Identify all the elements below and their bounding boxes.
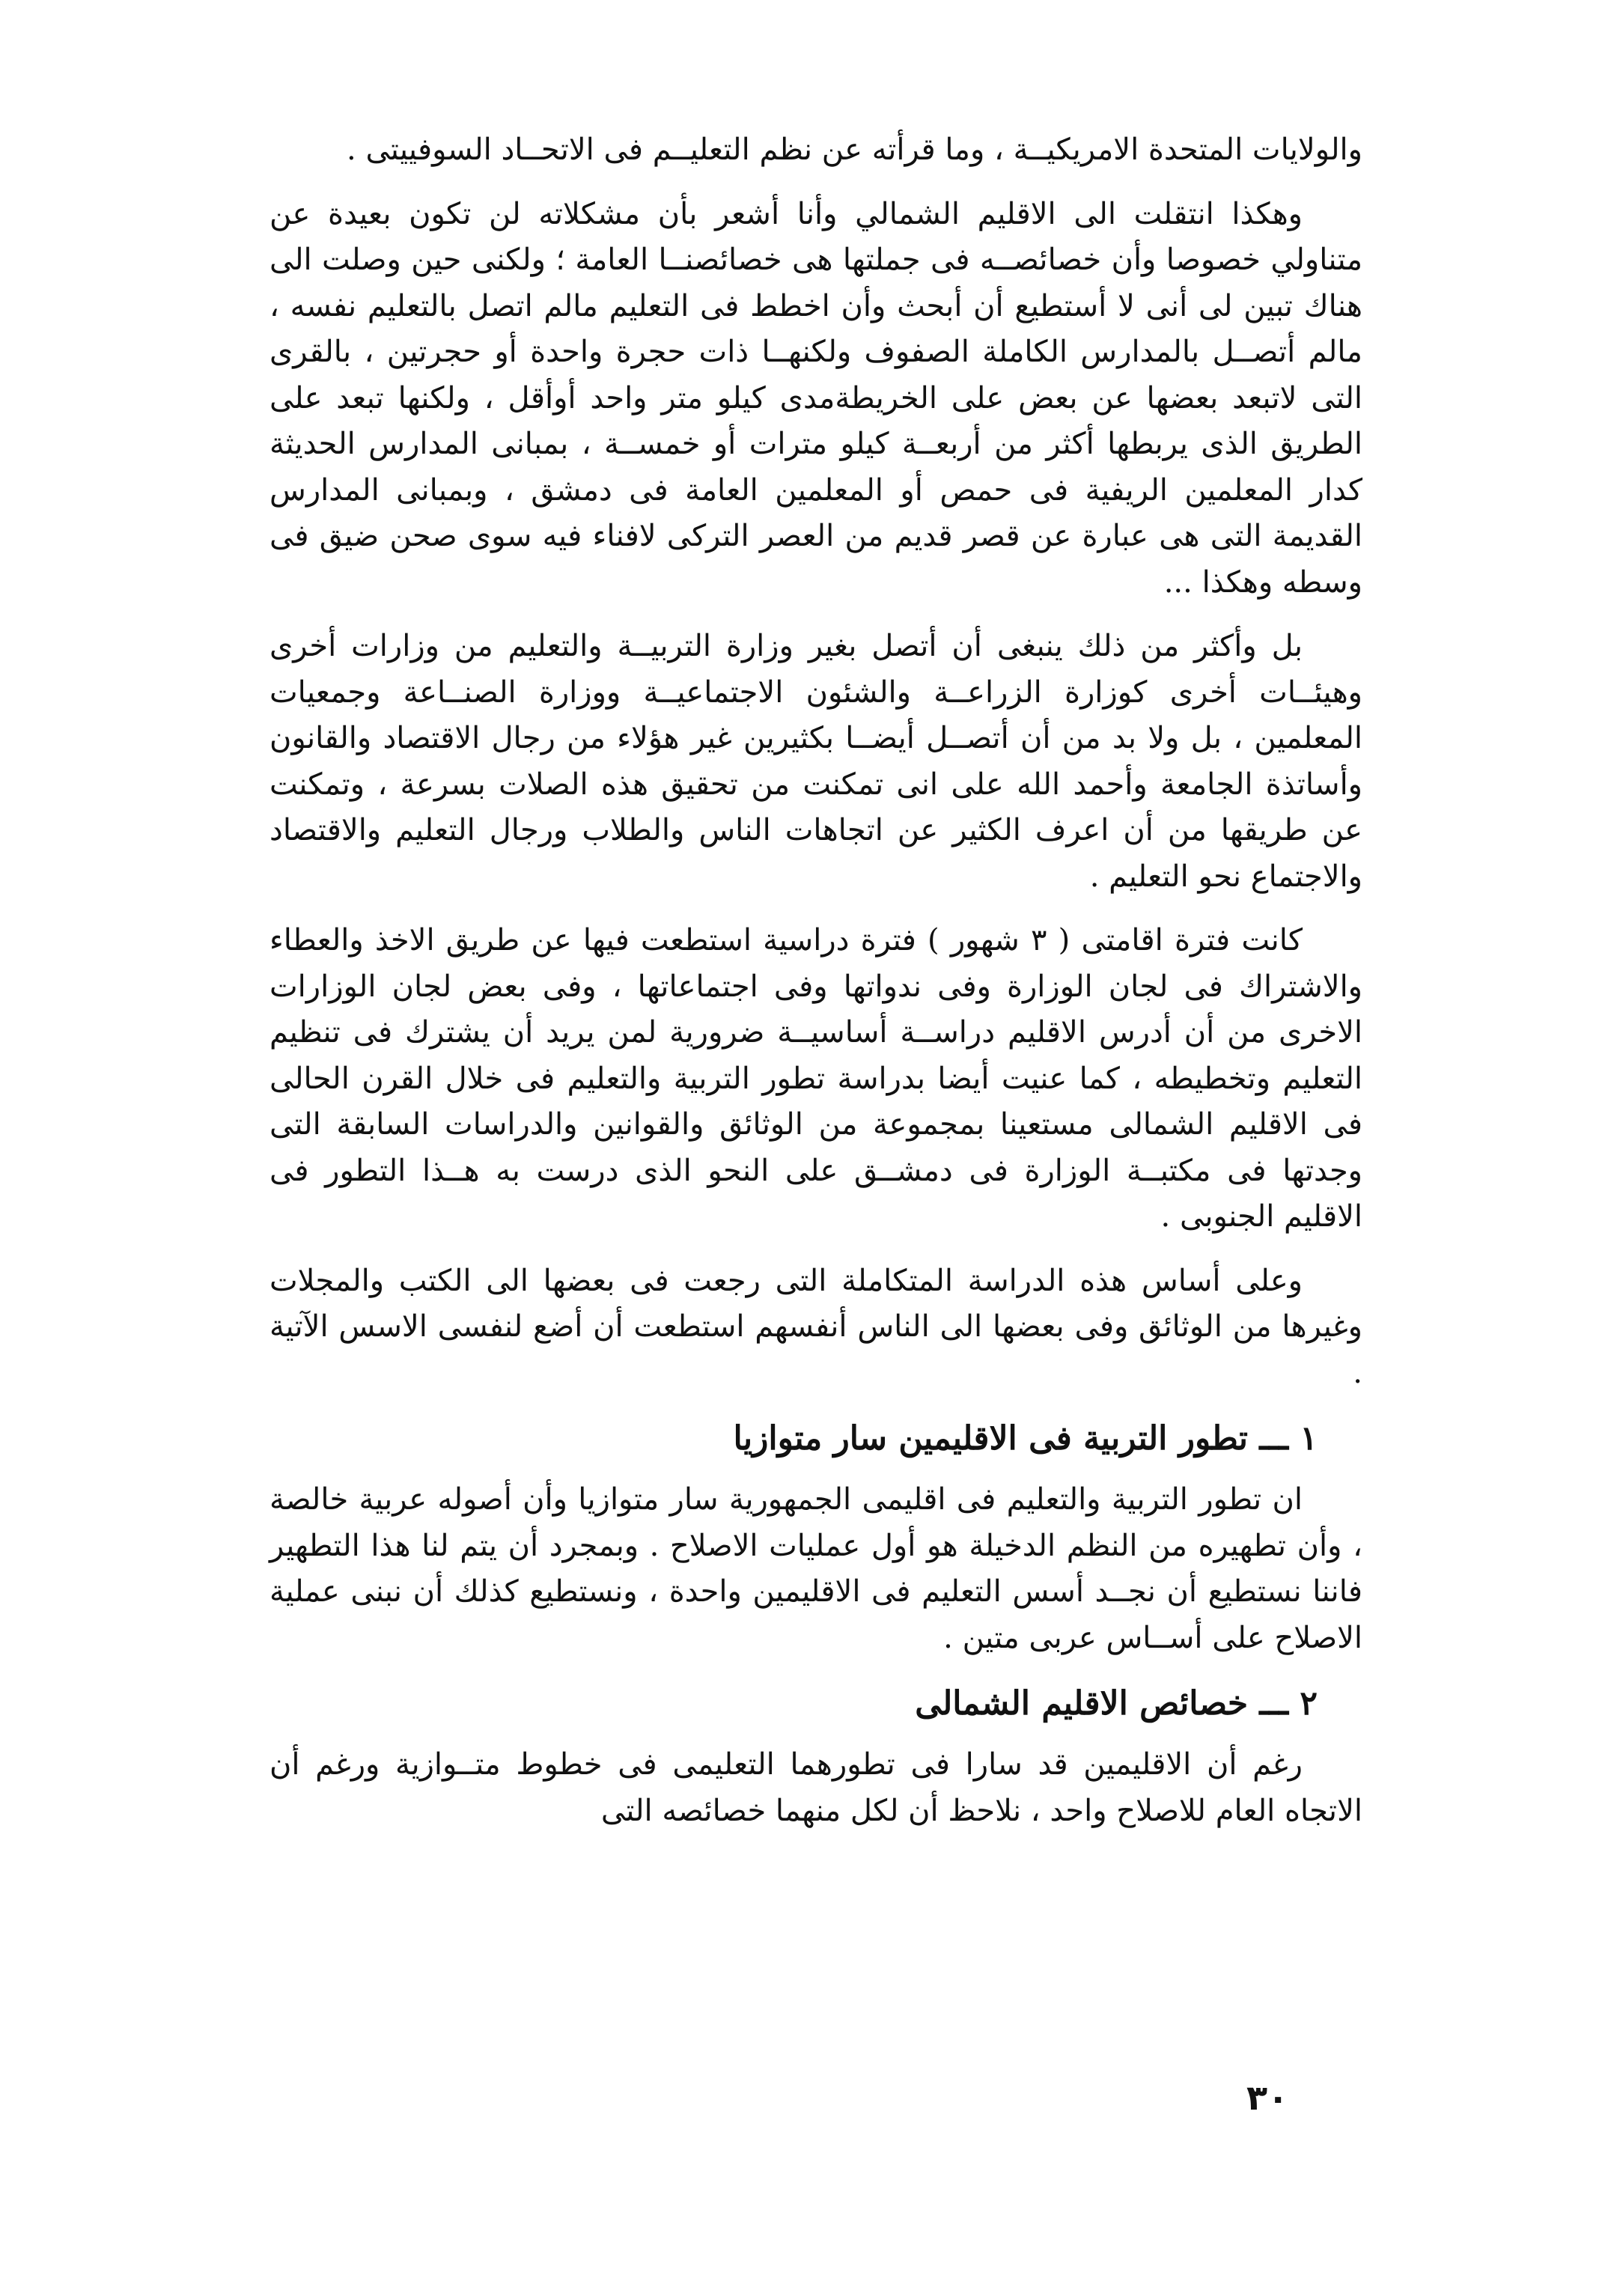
paragraph-northern-region: وهكذا انتقلت الى الاقليم الشمالي وأنا أشعر بأن مشكلاته لن تكون بعيدة عن متناولي خصوصا وأن خصائصــه فى جملتها هى خصائصنــا العامة ؛ ولكنى حين وصلت الى هناك تبين لى أنى لا أستطيع أن أبحث وأن اخطط فى التعليم مالم اتصل بالتعليم نفسه ، مالم أتصــل بالمدارس الكاملة الصفوف ولكنهــا ذات حجرة واحدة أو حجرتين ، بالقرى التى لاتبعد بعضها عن بعض على الخريطةمدى كيلو متر واحد أوأقل ، ولكنها تبعد على الطريق الذى يربطها أكثر من أربعــة كيلو مترات أو خمســة ، بمبانى المدارس الحديثة كدار المعلمين الريفية فى حمص أو المعلمين العامة فى دمشق ، وبمبانى المدارس القديمة التى هى عبارة عن قصر قديم من العصر التركى لافناء فيه سوى صحن ضيق فى وسطه وهكذا ... xyxy=(269,196,1362,600)
paragraph-section-2: رغم أن الاقليمين قد سارا فى تطورهما التعليمى فى خطوط متــوازية ورغم أن الاتجاه العام للاصلاح واحد ، نلاحظ أن لكل منهما خصائصه التى xyxy=(269,1747,1362,1828)
paragraph-ministries: بل وأكثر من ذلك ينبغى أن أتصل بغير وزارة التربيــة والتعليم من وزارات أخرى وهيئــات أخرى كوزارة الزراعــة والشئون الاجتماعيــة ووزارة الصنــاعة وجمعيات المعلمين ، بل ولا بد من أن أتصــل أيضــا بكثيرين غير هؤلاء من رجال الاقتصاد والقانون وأساتذة الجامعة وأحمد الله على انى تمكنت من تحقيق هذه الصلات بسرعة ، وتمكنت عن طريقها من أن اعرف الكثير عن اتجاهات الناس والطلاب ورجال التعليم والاقتصاد والاجتماع نحو التعليم . xyxy=(269,629,1363,894)
paragraph-continuation: والولايات المتحدة الامريكيــة ، وما قرأته عن نظم التعليــم فى الاتحــاد السوفييتى . xyxy=(347,133,1362,167)
paragraph-section-1: ان تطور التربية والتعليم فى اقليمى الجمهورية سار متوازيا وأن أصوله عربية خالصة ، وأن تطهيره من النظم الدخيلة هو أول عمليات الاصلاح . وبمجرد أن يتم لنا هذا التطهير فاننا نستطيع أن نجــد أسس التعليم فى الاقليمين واحدة ، ونستطيع كذلك أن نبنى عملية الاصلاح على أســاس عربى متين . xyxy=(269,1482,1362,1655)
document-body xyxy=(269,127,1362,1852)
section-heading-2: ٢ ـــ خصائص الاقليم الشمالى xyxy=(915,1684,1318,1723)
paragraph-residence-period: كانت فترة اقامتى ( ٣ شهور ) فترة دراسية استطعت فيها عن طريق الاخذ والعطاء والاشتراك فى لجان الوزارة وفى ندواتها وفى اجتماعاتها ، وفى بعض لجان الوزارات الاخرى من أن أدرس الاقليم دراســة أساسيــة ضرورية لمن يريد أن يشترك فى تنظيم التعليم وتخطيطه ، كما عنيت أيضا بدراسة تطور التربية والتعليم فى خلال القرن الحالى فى الاقليم الشمالى مستعينا بمجموعة من الوثائق والقوانين والدراسات السابقة التى وجدتها فى مكتبــة الوزارة فى دمشــق على النحو الذى درست به هــذا التطور فى الاقليم الجنوبى . xyxy=(269,923,1362,1234)
paragraph-foundations: وعلى أساس هذه الدراسة المتكاملة التى رجعت فى بعضها الى الكتب والمجلات وغيرها من الوثائق وفى بعضها الى الناس أنفسهم استطعت أن أضع لنفسى الاسس الآتية . xyxy=(269,1263,1362,1390)
section-heading-1: ١ ـــ تطور التربية فى الاقليمين سار متوازيا xyxy=(733,1419,1318,1458)
page-number: ٣٠ xyxy=(1246,2077,1289,2118)
